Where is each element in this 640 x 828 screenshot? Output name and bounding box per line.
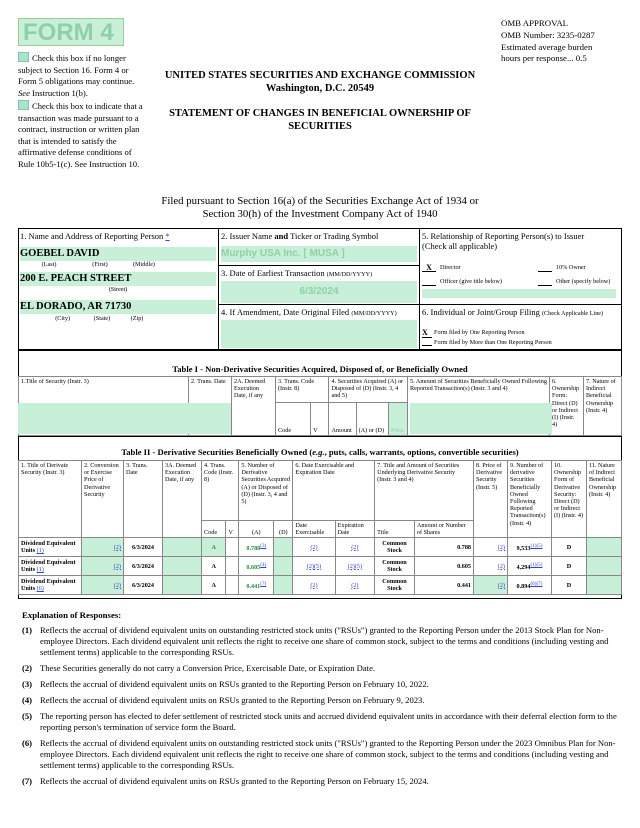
derivative-title: Dividend Equivalent Units	[21, 540, 76, 555]
cell-title	[19, 557, 82, 576]
t2-sub-expiration: Expiration Date	[335, 521, 375, 538]
footnote-link[interactable]: (2)	[351, 581, 359, 589]
cell-form	[552, 557, 587, 576]
no-longer-subject-text: Check this box if no longer subject to Section 16. Form 4 or Form 5 obligations may continue.	[18, 53, 135, 87]
filed-line-1: Filed pursuant to Section 16(a) of the Securities Exchange Act of 1934 or	[161, 195, 479, 207]
cell-nature	[587, 576, 622, 595]
t2-sub-amount: Amount or Number of Shares	[414, 521, 473, 538]
box-6	[422, 307, 620, 346]
box-4	[221, 307, 417, 348]
t2-header-price: 8. Price of Derivative Security (Instr. 5)	[474, 461, 508, 538]
trans-code: A	[211, 562, 216, 570]
earliest-transaction-date: 6/3/2024	[221, 281, 417, 303]
footnote-link[interactable]: (2)	[113, 581, 121, 589]
footnote-link[interactable]: (6)	[36, 585, 44, 593]
cell-owned	[508, 557, 552, 576]
last-label: (Last)	[41, 261, 57, 268]
explanation-item	[22, 695, 626, 706]
cell-v	[226, 557, 239, 576]
cell-expiration	[335, 557, 375, 576]
box4-format: (MM/DD/YYYY)	[351, 310, 397, 317]
cell-exercisable	[293, 538, 335, 557]
one-person-label: Form filed by One Reporting Person	[434, 329, 525, 337]
commission-name: UNITED STATES SECURITIES AND EXCHANGE COMMISSION	[164, 70, 476, 81]
footnote-link[interactable]: (2)	[113, 562, 121, 570]
explanation-number: (4)	[22, 695, 33, 705]
see-text: See	[18, 87, 30, 98]
owned-amount: 0.894	[516, 582, 531, 590]
first-label: (First)	[92, 261, 108, 268]
state-label: (State)	[93, 314, 111, 322]
t1-fill	[18, 403, 188, 434]
explanation-number: (2)	[22, 663, 33, 673]
trans-date: 6/3/2024	[131, 581, 154, 589]
amendment-date-field[interactable]	[221, 320, 417, 348]
t1-sub-amount: Amount	[329, 403, 356, 436]
cell-title	[19, 576, 82, 595]
explanation-list	[22, 625, 626, 792]
cell-owned	[508, 538, 552, 557]
other-check[interactable]	[538, 278, 552, 285]
divider	[419, 228, 420, 350]
t1-sub-ad: (A) or (D)	[356, 403, 388, 436]
instruction-ref: Instruction 1(b).	[32, 87, 88, 98]
officer-check[interactable]	[422, 278, 436, 285]
t2-sub-title: Title	[375, 521, 415, 538]
explanation-item	[22, 625, 626, 658]
trans-date: 6/3/2024	[131, 543, 154, 551]
table-2	[18, 460, 622, 595]
commission-location: Washington, D.C. 20549	[265, 82, 375, 94]
t2-sub-exercisable: Date Exercisable	[293, 521, 335, 538]
footnote-link[interactable]: (1)	[36, 566, 44, 574]
footnote-link[interactable]: (1)(5)	[530, 561, 543, 568]
t1-header-form: 6. Ownership Form: Direct (D) or Indirect (I) (Instr. 4)	[550, 377, 584, 436]
footnote-star-link[interactable]: *	[165, 231, 170, 241]
street-address: 200 E. PEACH STREET	[20, 273, 132, 285]
ten-pct-label: 10% Owner	[556, 264, 586, 271]
t2-header-exercisable: 6. Date Exercisable and Expiration Date	[293, 461, 375, 521]
ten-pct-check[interactable]	[538, 264, 552, 272]
footnote-link[interactable]: (3)	[260, 542, 267, 549]
t2-title-a: Table II - Derivative Securities Beneficially Owned (	[121, 447, 313, 457]
footnote-link[interactable]: (1)(5)	[530, 542, 543, 549]
cell-a	[239, 557, 274, 576]
box-2	[221, 231, 417, 262]
derivative-title: Dividend Equivalent Units	[21, 578, 76, 593]
t1-fill	[188, 403, 231, 434]
t2-title-b: , puts, calls, warrants, options, convertible securities)	[324, 447, 519, 457]
cell-date	[124, 538, 163, 557]
form-title: FORM 4	[18, 18, 124, 46]
t2-header-code: 4. Trans. Code (Instr. 8)	[202, 461, 239, 521]
cell-deemed	[163, 538, 202, 557]
t2-sub-code: Code	[202, 521, 226, 538]
box6-label: 6. Individual or Joint/Group Filing	[422, 307, 540, 317]
cell-d	[274, 576, 293, 595]
explanation-number: (3)	[22, 679, 33, 689]
omb-line: hours per response... 0.5	[501, 53, 587, 64]
explanation-number: (5)	[22, 711, 33, 721]
reporting-person-name: GOEBEL DAVID	[20, 248, 100, 259]
t2-header-nature: 11. Nature of Indirect Beneficial Ownership (Instr. 4)	[587, 461, 622, 538]
cell-a	[239, 576, 274, 595]
t1-header-deemed: 2A. Deemed Execution Date, if any	[232, 377, 276, 436]
statement-title: STATEMENT OF CHANGES IN BENEFICIAL OWNERSHIP OF SECURITIES	[169, 108, 471, 132]
t2-header-form: 10. Ownership Form of Derivative Security: Direct (D) or Indirect (I) (Instr. 4)	[552, 461, 587, 538]
footnote-link[interactable]: (1)	[36, 547, 44, 555]
t2-header-number: 5. Number of Derivative Securities Acquired (A) or Disposed of (D) (Instr. 3, 4 and 5)	[239, 461, 293, 521]
box6-note: (Check Applicable Line)	[541, 310, 604, 317]
cell-d	[274, 538, 293, 557]
cell-underlying-title	[375, 576, 415, 595]
explanation-title: Explanation of Responses:	[22, 610, 122, 620]
underlying-amount: 0.788	[457, 543, 471, 551]
cell-exercisable	[293, 557, 335, 576]
agency-header	[140, 70, 500, 95]
ownership-form: D	[566, 581, 572, 589]
footnote-link[interactable]: (4)	[260, 561, 267, 568]
underlying-amount: 0.441	[457, 581, 471, 589]
cell-a	[239, 538, 274, 557]
t1-fill	[410, 403, 552, 434]
omb-approval	[501, 18, 631, 65]
box-5	[422, 231, 620, 298]
ownership-form: D	[566, 543, 572, 551]
box-1	[20, 231, 216, 322]
footnote-link[interactable]: (2)	[113, 543, 121, 551]
one-person-check[interactable]: X	[422, 329, 432, 337]
cell-code	[202, 538, 226, 557]
cell-code	[202, 576, 226, 595]
cell-conversion	[82, 557, 124, 576]
filed-pursuant	[100, 195, 540, 221]
t2-header-deemed: 3A. Deemed Execution Date, if any	[163, 461, 202, 538]
cell-nature	[587, 557, 622, 576]
divider	[218, 304, 622, 305]
t2-body	[19, 538, 622, 595]
t2-sub-v: V	[226, 521, 239, 538]
explanation-number: (6)	[22, 738, 33, 748]
omb-line: OMB Number: 3235-0287	[501, 29, 595, 40]
cell-expiration	[335, 538, 375, 557]
t1-header-acquired: 4. Securities Acquired (A) or Disposed of (D) (Instr. 3, 4 and 5)	[329, 377, 408, 403]
footnote-link[interactable]: (6)(7)	[530, 580, 543, 587]
footnote-link[interactable]: (2)	[310, 581, 318, 589]
t1-header-nature: 7. Nature of Indirect Beneficial Ownership (Instr. 4)	[584, 377, 622, 436]
footnote-link[interactable]: (2)	[497, 562, 505, 570]
t2-header-title: 1. Title of Derivate Security (Instr. 3)	[19, 461, 82, 538]
filed-line-2: Section 30(h) of the Investment Company Act of 1940	[202, 208, 438, 220]
middle-label: (Middle)	[133, 261, 155, 268]
amount-acquired: 0.788	[246, 544, 261, 552]
table-row	[19, 557, 622, 576]
cell-owned	[508, 576, 552, 595]
footnote-link[interactable]: (2)	[497, 543, 505, 551]
cell-nature	[587, 538, 622, 557]
t2-header-owned: 9. Number of derivative Securities Beneficially Owned Following Reported Transaction(s) (Instr. 4)	[508, 461, 552, 538]
t1-sub-price: Price	[388, 403, 407, 436]
cell-conversion	[82, 576, 124, 595]
box2-label-b: Ticker or Trading Symbol	[290, 231, 379, 241]
explanation-text: Reflects the accrual of dividend equivalent units on RSUs granted to the Reporting Person on February 15, 2024.	[40, 776, 429, 786]
underlying-title: Common Stock	[382, 578, 407, 593]
t2-header-date: 3. Trans. Date	[124, 461, 163, 538]
cell-price	[474, 557, 508, 576]
t2-header-underlying: 7. Title and Amount of Securities Underlying Derivative Security (Instr. 3 and 4)	[375, 461, 474, 521]
t1-sub-v: V	[311, 403, 329, 436]
officer-label: Officer (give title below)	[440, 278, 502, 286]
footnote-link[interactable]: (2)	[310, 543, 318, 551]
owned-amount: 4,294	[516, 563, 531, 571]
cell-expiration	[335, 576, 375, 595]
explanation-text: These Securities generally do not carry a Conversion Price, Exercisable Date, or Expiration Date.	[40, 663, 376, 673]
footnote-link[interactable]: (2)	[351, 543, 359, 551]
footnote-link[interactable]: (7)	[260, 580, 267, 587]
cell-underlying-amount	[414, 576, 473, 595]
zip-label: (Zip)	[130, 314, 144, 322]
more-persons-check[interactable]	[422, 339, 432, 346]
explanation-item	[22, 776, 626, 787]
amount-acquired: 0.441	[246, 582, 261, 590]
table-2-title	[18, 447, 622, 457]
trans-code: A	[211, 543, 216, 551]
trans-date: 6/3/2024	[131, 562, 154, 570]
cell-underlying-amount	[414, 538, 473, 557]
cell-v	[226, 576, 239, 595]
box3-label: 3. Date of Earliest Transaction	[221, 268, 325, 278]
explanation-item	[22, 711, 626, 733]
cell-form	[552, 576, 587, 595]
cell-deemed	[163, 557, 202, 576]
director-label: Director	[440, 264, 461, 271]
explanation-item	[22, 663, 626, 674]
underlying-title: Common Stock	[382, 559, 407, 574]
no-longer-subject-note	[18, 52, 144, 99]
cell-date	[124, 576, 163, 595]
cell-underlying-title	[375, 538, 415, 557]
box5-label: 5. Relationship of Reporting Person(s) to Issuer	[422, 231, 585, 241]
divider	[218, 265, 419, 266]
cell-date	[124, 557, 163, 576]
table-row	[19, 538, 622, 557]
explanation-text: The reporting person has elected to defer settlement of restricted stock units and accrued dividend equivalent units in accordance with their deferral election form to the reporting person's termination of service form the Board.	[40, 711, 617, 732]
box3-format: (MM/DD/YYYY)	[326, 271, 373, 278]
other-label: Other (specify below)	[556, 278, 611, 286]
box4-label: 4. If Amendment, Date Original Filed	[221, 307, 350, 317]
cell-v	[226, 538, 239, 557]
cell-exercisable	[293, 576, 335, 595]
cell-price	[474, 538, 508, 557]
explanation-item	[22, 738, 626, 771]
t2-sub-a: (A)	[239, 521, 274, 538]
box1-label: 1. Name and Address of Reporting Person	[20, 231, 164, 241]
explanation-text: Reflects the accrual of dividend equivalent units on outstanding restricted stock units ("RSUs") granted to the Reporting Person under the 2013 Stock Plan for Non-employee Directors. Each dividend equivalent unit reflects the right to receive one share of common stock, subject to the terms and conditions (including vesting and settlement terms) applicable to the corresponding RSUs.	[40, 625, 609, 657]
street-label: (Street)	[108, 286, 128, 294]
footnote-link[interactable]: (2)(5)	[347, 562, 363, 570]
issuer-name: Murphy USA Inc. [ MUSA ]	[221, 246, 417, 262]
explanation-text: Reflects the accrual of dividend equivalent units on outstanding restricted stock units ("RSUs") granted to the Reporting Person under the 2023 Omnibus Plan for Non-employee Directors. Each dividend equivalent unit reflects the right to receive one share of common stock, subject to the terms and conditions (including vesting and settlement terms) applicable to the corresponding RSUs.	[40, 738, 616, 770]
underlying-amount: 0.605	[457, 562, 471, 570]
cell-code	[202, 557, 226, 576]
cell-underlying-amount	[414, 557, 473, 576]
footnote-link[interactable]: (2)(5)	[306, 562, 322, 570]
no-longer-subject-checkbox[interactable]	[18, 52, 29, 62]
box2-label-a: 2. Issuer Name	[221, 231, 273, 241]
cell-deemed	[163, 576, 202, 595]
omb-line: Estimated average burden	[501, 41, 593, 52]
underlying-title: Common Stock	[382, 540, 407, 555]
explanation-number: (7)	[22, 776, 33, 786]
cell-underlying-title	[375, 557, 415, 576]
t1-sub-code: Code	[276, 403, 311, 436]
box5-label2: (Check all applicable)	[422, 241, 498, 251]
more-persons-label: Form filed by More than One Reporting Person	[434, 338, 552, 346]
cell-title	[19, 538, 82, 557]
explanation-item	[22, 679, 626, 690]
director-check[interactable]: X	[422, 264, 436, 272]
explanation-text: Reflects the accrual of dividend equivalent units on RSUs granted to the Reporting Person on February 10, 2022.	[40, 679, 429, 689]
rule-10b5-text: Check this box to indicate that a transaction was made pursuant to a contract, instruction or written plan that is intended to satisfy the affirmative defense conditions of Rule 10b5-1(c). See Instruction 10.	[18, 101, 143, 169]
box-3	[221, 268, 417, 303]
table-1-title: Table I - Non-Derivative Securities Acquired, Disposed of, or Beneficially Owned	[172, 364, 468, 374]
t2-sub-d: (D)	[274, 521, 293, 538]
t2-title-eg: e.g.	[312, 447, 325, 457]
explanation-number: (1)	[22, 625, 33, 635]
t1-header-date: 2. Trans. Date	[189, 377, 232, 436]
rule-10b5-checkbox[interactable]	[18, 100, 29, 110]
cell-d	[274, 557, 293, 576]
t1-header-owned: 5. Amount of Securities Beneficially Owned Following Reported Transaction(s) (Instr. 3 and 4)	[408, 377, 550, 436]
t1-header-code: 3. Trans. Code (Instr. 8)	[276, 377, 329, 403]
footnote-link[interactable]: (2)	[497, 581, 505, 589]
box2-label-and: and	[274, 231, 289, 241]
amount-acquired: 0.605	[246, 563, 261, 571]
t2-header-conversion: 2. Conversion or Exercise Price of Derivative Security	[82, 461, 124, 538]
cell-price	[474, 576, 508, 595]
cell-conversion	[82, 538, 124, 557]
explanation-text: Reflects the accrual of dividend equivalent units on RSUs granted to the Reporting Person on February 9, 2023.	[40, 695, 425, 705]
owned-amount: 9,533	[516, 544, 531, 552]
divider	[218, 228, 219, 350]
omb-line: OMB APPROVAL	[501, 18, 569, 28]
table-row	[19, 576, 622, 595]
t1-header-title: 1.Title of Security (Instr. 3)	[19, 377, 189, 436]
city-state-zip: EL DORADO, AR 71730	[20, 300, 132, 312]
rule-10b5-note	[18, 100, 144, 171]
ownership-form: D	[566, 562, 572, 570]
trans-code: A	[211, 581, 216, 589]
cell-form	[552, 538, 587, 557]
officer-title-field[interactable]	[422, 289, 616, 298]
city-label: (City)	[55, 314, 70, 322]
derivative-title: Dividend Equivalent Units	[21, 559, 76, 574]
